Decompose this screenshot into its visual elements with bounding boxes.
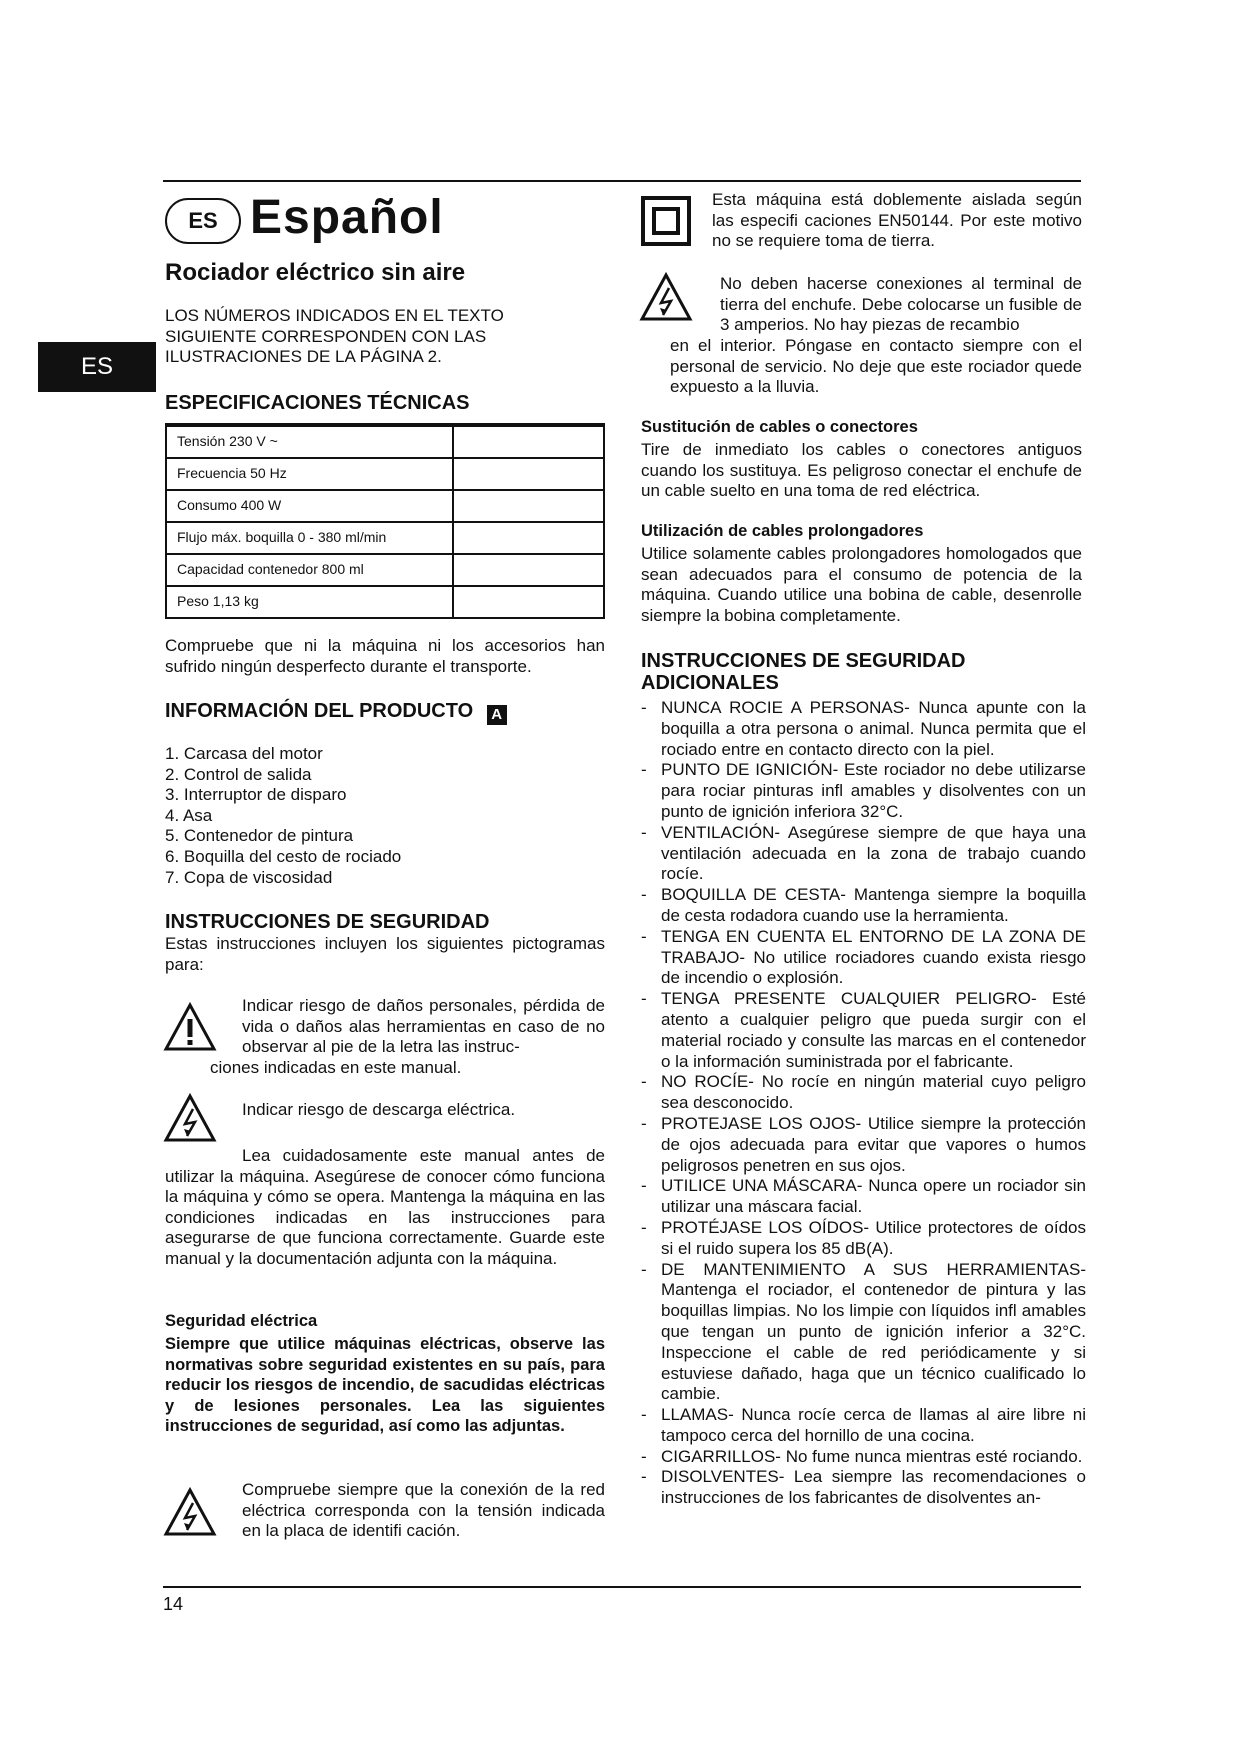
specs-cell: Flujo máx. boquilla 0 - 380 ml/min [177,529,387,545]
bottom-rule [163,1586,1081,1588]
extension-text [641,544,1082,626]
specs-cell: Tensión 230 V ~ [177,433,278,449]
list-item: - TENGA EN CUENTA EL ENTORNO DE LA ZONA DE TRABAJO- No utilice rociadores cuando exista riesgo de incendio o explosión. [641,926,1086,988]
manual-note-text: Lea cuidadosamente este manual antes de utilizar la máquina. Asegúrese de conocer cómo funciona la máquina y cómo se opera. Mantenga la máquina en las condiciones indicadas en las instrucciones para asegurarse de que funciona correctamente. Guarde este manual y la documentación adjunta con la máquina. [165,1146,605,1268]
additional-safety-list [641,698,1086,1509]
list-item: - VENTILACIÓN- Asegúrese siempre de que haya una ventilación adecuada en la zona de trabajo cuando rocíe. [641,822,1086,884]
list-item-text: PUNTO DE IGNICIÓN- Este rociador no debe utilizarse para rociar pinturas infl amables y disolventes con un punto de ignición inferiora 32°C. [661,760,1086,821]
product-info-title: INFORMACIÓN DEL PRODUCTO [165,700,474,722]
page-number: 14 [163,1594,184,1614]
list-item-text: TENGA PRESENTE CUALQUIER PELIGRO- Esté atento a cualquier peligro que pueda surgir con el material rociado y consulte las marcas en el contenedor o la información suministrada por el fabricante. [661,989,1086,1071]
safety-intro [165,934,605,975]
specs-table [165,423,605,619]
list-item-text: VENTILACIÓN- Asegúrese siempre de que haya una ventilación adecuada en la zona de trabajo cuando rocíe. [661,822,1086,884]
specs-cell: Peso 1,13 kg [177,593,259,609]
product-parts-list [165,744,605,888]
cables-heading: Sustitución de cables o conectores [641,418,918,436]
electrical-safety-warning [165,1334,605,1437]
specs-cell: Frecuencia 50 Hz [177,465,287,481]
list-item-text: NUNCA ROCIE A PERSONAS- Nunca apunte con la boquilla a otra persona o animal. Nunca permita que el rociado entre en contacto directo con la piel. [661,698,1086,759]
earth-warning-icon [639,272,693,327]
specs-row [167,457,603,489]
list-item: 3. Interruptor de disparo [165,785,347,805]
additional-safety-heading [641,650,1021,694]
list-item: - PROTÉJASE LOS OÍDOS- Utilice protectores de oídos si el ruido supera los 85 dB(A). [641,1217,1086,1258]
lightning-triangle-icon [163,1487,217,1537]
list-item: - NUNCA ROCIE A PERSONAS- Nunca apunte con la boquilla a otra persona o animal. Nunca permita que el rociado entre en contacto directo con la piel. [641,698,1086,759]
mains-check-text: Compruebe siempre que la conexión de la red eléctrica corresponda con la tensión indicada en la placa de identifi cación. [242,1480,605,1541]
list-item-text: LLAMAS- Nunca rocíe cerca de llamas al aire libre ni tampoco cerca del hornillo de una cocina. [661,1405,1086,1445]
intro-note-text: LOS NÚMEROS INDICADOS EN EL TEXTO SIGUIENTE CORRESPONDEN CON LAS ILUSTRACIONES DE LA PÁGINA 2. [165,306,504,367]
list-item-text: NO ROCÍE- No rocíe en ningún material cuyo peligro sea desconocido. [661,1072,1086,1113]
list-item: - BOQUILLA DE CESTA- Mantenga siempre la boquilla de cesta rodadora cuando use la herramienta. [641,885,1086,925]
pictogram-1-text-first: Indicar riesgo de daños personales, pérdida de vida o daños alas herramientas en caso de no observar al pie de la letra las instruc- [242,996,605,1057]
electrical-safety-heading: Seguridad eléctrica [165,1312,318,1330]
mains-check [242,1480,605,1542]
pictogram-1-continuation [210,1058,605,1079]
warning-triangle-icon [163,1002,217,1052]
list-item: 4. Asa [165,805,213,825]
list-item: - CIGARRILLOS- No fume nunca mientras esté rociando. [641,1446,1083,1466]
lightning-triangle-icon [639,272,693,322]
list-item: 6. Boquilla del cesto de rociado [165,846,402,866]
side-language-tab [38,342,156,392]
transport-check-text: Compruebe que ni la máquina ni los accesorios han sufrido ningún desperfecto durante el transporte. [165,636,605,676]
specs-cell: Consumo 400 W [177,497,282,513]
side-tab-label: ES [80,353,113,380]
cables-text-body: Tire de inmediato los cables o conectores antiguos cuando los sustituya. Es peligroso conectar el enchufe de un cable suelto en una toma de red eléctrica. [641,440,1082,501]
list-item: - TENGA PRESENTE CUALQUIER PELIGRO- Esté atento a cualquier peligro que pueda surgir con el material rociado y consulte las marcas en el contenedor o la información suministrada por el fabricante. [641,989,1086,1071]
electrical-safety-warning-text: Siempre que utilice máquinas eléctricas, observe las normativas sobre seguridad existentes en su país, para reducir los riesgos de incendio, de sacudidas eléctricas y de lesiones personales. Lea las siguientes instrucciones de seguridad, así como las adjuntas. [165,1335,605,1436]
earth-note-continuation [670,336,1082,398]
product-subtitle: Rociador eléctrico sin aire [165,259,466,286]
product-info-heading [165,700,507,725]
safety-intro-text: Estas instrucciones incluyen los siguientes pictogramas para: [165,934,605,974]
earth-note-rest: en el interior. Póngase en contacto siempre con el personal de servicio. No deje que este rociador quede expuesto a la lluvia. [670,336,1082,397]
list-item: - NO ROCÍE- No rocíe en ningún material cuyo peligro sea desconocido. [641,1072,1086,1113]
specs-row [167,489,603,521]
earth-note-first: No deben hacerse conexiones al terminal de tierra del enchufe. Debe colocarse un fusible de 3 amperios. No hay piezas de recambio [720,274,1082,335]
list-item-text: PROTÉJASE LOS OÍDOS- Utilice protectores de oídos si el ruido supera los 85 dB(A). [661,1217,1086,1258]
list-item: 2. Control de salida [165,764,312,784]
extension-heading: Utilización de cables prolongadores [641,522,924,540]
cables-text [641,440,1082,502]
list-item-text: DE MANTENIMIENTO A SUS HERRAMIENTAS- Mantenga el rociador, el contenedor de pintura y las boquillas limpias. No los limpie con líquidos infl amables que tengan un punto de ignición inferior a 32°C. Inspeccione el cable de red periódicamente y si estuviese dañado, haga que un técnico cualificado lo cambie. [661,1259,1086,1404]
safety-heading: INSTRUCCIONES DE SEGURIDAD [165,911,490,933]
warning-exclamation-icon [163,1002,217,1057]
language-badge [165,198,241,244]
specs-row [167,425,603,457]
intro-note [165,306,545,368]
list-item: - PUNTO DE IGNICIÓN- Este rociador no debe utilizarse para rociar pinturas infl amables y disolventes con un punto de ignición inferiora 32°C. [641,760,1086,821]
double-insulated-note [712,190,1082,252]
pictogram-2-label: Indicar riesgo de descarga eléctrica. [242,1100,516,1119]
list-item-text: UTILICE UNA MÁSCARA- Nunca opere un rociador sin utilizar una máscara facial. [661,1176,1086,1217]
list-item: 1. Carcasa del motor [165,744,323,763]
list-item: - DE MANTENIMIENTO A SUS HERRAMIENTAS- Mantenga el rociador, el contenedor de pintura y las boquillas limpias. No los limpie con líquidos infl amables que tengan un punto de ignición inferior a 32°C. Inspeccione el cable de red periódicamente y si estuviese dañado, haga que un técnico cualificado lo cambie. [641,1259,1086,1404]
earth-note [720,274,1082,336]
list-item-text: TENGA EN CUENTA EL ENTORNO DE LA ZONA DE TRABAJO- No utilice rociadores cuando exista riesgo de incendio o explosión. [661,926,1086,988]
list-item: 7. Copa de viscosidad [165,867,333,887]
list-item-text: DISOLVENTES- Lea siempre las recomendaciones o instrucciones de los fabricantes de disolventes an- [661,1467,1086,1508]
list-item: - LLAMAS- Nunca rocíe cerca de llamas al aire libre ni tampoco cerca del hornillo de una cocina. [641,1405,1086,1445]
lightning-triangle-icon [163,1093,217,1143]
pictogram-2-text [242,1100,605,1121]
specs-heading: ESPECIFICACIONES TÉCNICAS [165,392,470,414]
list-item-text: PROTEJASE LOS OJOS- Utilice siempre la protección de ojos adecuada para evitar que vapores o humos peligrosos penetren en sus ojos. [661,1113,1086,1175]
list-item: - PROTEJASE LOS OJOS- Utilice siempre la protección de ojos adecuada para evitar que vapores o humos peligrosos penetren en sus ojos. [641,1113,1086,1175]
illustration-badge-label: A [491,706,503,723]
transport-check [165,636,605,677]
list-item-text: CIGARRILLOS- No fume nunca mientras esté rociando. [661,1446,1083,1466]
additional-safety-title: INSTRUCCIONES DE SEGURIDAD ADICIONALES [641,650,966,694]
list-item: 5. Contenedor de pintura [165,826,354,846]
specs-cell: Capacidad contenedor 800 ml [177,561,364,577]
pictogram-1-text [242,996,605,1058]
specs-row [167,553,603,585]
double-insulated-text: Esta máquina está doblemente aislada según las especifi caciones EN50144. Por este motivo no se requiere toma de tierra. [712,190,1082,251]
language-badge-text: ES [188,208,218,233]
list-item: - DISOLVENTES- Lea siempre las recomendaciones o instrucciones de los fabricantes de disolventes an- [641,1467,1086,1508]
illustration-badge [487,705,507,725]
electric-shock-icon [163,1093,217,1148]
specs-row [167,521,603,553]
extension-text-body: Utilice solamente cables prolongadores homologados que sean adecuados para el consumo de potencia de la máquina. Cuando utilice una bobina de cable, desenrolle siempre la bobina completamente. [641,544,1082,625]
double-square-icon [641,196,691,246]
page-title: Español [250,191,444,244]
list-item-text: BOQUILLA DE CESTA- Mantenga siempre la boquilla de cesta rodadora cuando use la herramienta. [661,885,1086,925]
mains-voltage-icon [163,1487,217,1542]
double-insulation-icon [641,196,691,251]
pictogram-1-text-rest: ciones indicadas en este manual. [210,1058,462,1077]
manual-note [165,1146,605,1270]
top-rule [163,180,1081,182]
list-item: - UTILICE UNA MÁSCARA- Nunca opere un rociador sin utilizar una máscara facial. [641,1176,1086,1217]
specs-row [167,585,603,617]
